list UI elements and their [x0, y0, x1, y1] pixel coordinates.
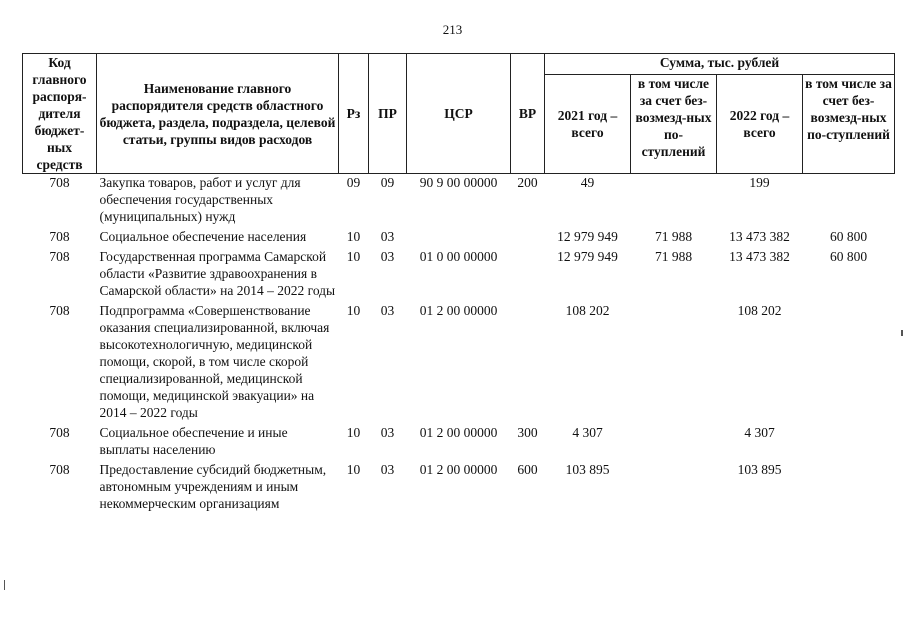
- table-row: [23, 424, 895, 461]
- cell-pr: 03: [380, 303, 395, 318]
- cell-2022-free: 60 800: [829, 229, 868, 244]
- table-header: [23, 54, 895, 174]
- header-csr: ЦСР: [407, 54, 511, 174]
- cell-code: 708: [49, 462, 70, 477]
- cell-csr: 01 2 00 00000: [419, 425, 498, 440]
- cell-code: 708: [49, 229, 70, 244]
- cell-2022-total: 103 895: [737, 462, 782, 477]
- cell-vr: 300: [517, 425, 538, 440]
- cell-csr: 01 2 00 00000: [419, 462, 498, 477]
- cell-code: 708: [49, 303, 70, 318]
- cell-pr: 03: [380, 249, 395, 264]
- cell-vr: [511, 228, 545, 248]
- budget-table: [22, 53, 895, 515]
- cell-2021-total: 12 979 949: [557, 229, 618, 244]
- cell-2022-total: 13 473 382: [729, 229, 790, 244]
- header-vr: ВР: [511, 54, 545, 174]
- cell-rz: 10: [346, 425, 361, 440]
- cell-2021-total: 103 895: [565, 462, 610, 477]
- cell-2022-total: 13 473 382: [729, 249, 790, 264]
- cell-csr: 01 0 00 00000: [419, 249, 498, 264]
- header-rz: Рз: [339, 54, 369, 174]
- cell-rz: 10: [346, 249, 361, 264]
- table-row: [23, 248, 895, 302]
- cell-2021-total: 108 202: [565, 303, 610, 318]
- cell-vr: 200: [517, 175, 538, 190]
- header-name: Наименование главного распорядителя средств областного бюджета, раздела, подраздела, целевой статьи, группы видов расходов: [97, 54, 339, 174]
- header-2021-free: в том числе за счет без-возмезд-ных по-ступлений: [631, 74, 717, 173]
- cell-rz: 10: [346, 303, 361, 318]
- cell-name: Предоставление субсидий бюджетным, автономным учреждениям и иным некоммерческим организациям: [99, 462, 327, 511]
- cell-2021-total: 12 979 949: [557, 249, 618, 264]
- cell-code: 708: [49, 249, 70, 264]
- cell-csr: 90 9 00 00000: [419, 175, 498, 190]
- cell-vr: [511, 302, 545, 424]
- cell-vr: 600: [517, 462, 538, 477]
- cell-2022-total: 4 307: [744, 425, 775, 440]
- header-2022-free: в том числе за счет без-возмезд-ных по-ступлений: [803, 74, 895, 173]
- cell-name: Социальное обеспечение и иные выплаты населению: [99, 425, 288, 457]
- cell-name: Подпрограмма «Совершенствование оказания специализированной, включая высокотехнологичную, медицинской помощи, скорой, в том числе скорой специализированной, медицинской помощи, медицинской эвакуации» на 2014 – 2022 годы: [99, 303, 330, 420]
- cell-name: Закупка товаров, работ и услуг для обеспечения государственных (муниципальных) нужд: [99, 175, 301, 224]
- cell-rz: 10: [346, 229, 361, 244]
- cell-code: 708: [49, 175, 70, 190]
- cell-2021-free: 71 988: [654, 229, 693, 244]
- header-2022-total: 2022 год – всего: [717, 74, 803, 173]
- cell-vr: [511, 248, 545, 302]
- cell-csr: 01 2 00 00000: [419, 303, 498, 318]
- scan-artifact: [4, 580, 5, 590]
- table-row: [23, 461, 895, 515]
- cell-name: Социальное обеспечение населения: [99, 229, 307, 244]
- cell-2021-free: 71 988: [654, 249, 693, 264]
- cell-rz: 10: [346, 462, 361, 477]
- header-code: Код главного распоря-дителя бюджет-ных средств: [23, 54, 97, 174]
- cell-2022-free: [803, 424, 895, 461]
- table-row: [23, 228, 895, 248]
- table-row: [23, 302, 895, 424]
- cell-2022-free: [803, 174, 895, 229]
- cell-2022-free: [803, 302, 895, 424]
- cell-2021-free: [631, 302, 717, 424]
- cell-2021-total: 49: [580, 175, 595, 190]
- cell-2022-total: 108 202: [737, 303, 782, 318]
- table-row: [23, 174, 895, 229]
- cell-name: Государственная программа Самарской области «Развитие здравоохранения в Самарской области» на 2014 – 2022 годы: [99, 249, 336, 298]
- cell-pr: 03: [380, 462, 395, 477]
- cell-2022-free: 60 800: [829, 249, 868, 264]
- table-body: [23, 174, 895, 516]
- cell-pr: 03: [380, 425, 395, 440]
- cell-2021-free: [631, 424, 717, 461]
- cell-csr: [407, 228, 511, 248]
- cell-2021-free: [631, 461, 717, 515]
- cell-2022-free: [803, 461, 895, 515]
- cell-rz: 09: [346, 175, 361, 190]
- header-pr: ПР: [369, 54, 407, 174]
- header-sum: Сумма, тыс. рублей: [545, 54, 895, 75]
- page-number: 213: [442, 22, 463, 37]
- cell-pr: 09: [380, 175, 395, 190]
- scan-artifact: [901, 330, 903, 336]
- cell-2021-total: 4 307: [572, 425, 603, 440]
- header-2021-total: 2021 год – всего: [545, 74, 631, 173]
- cell-2022-total: 199: [749, 175, 770, 190]
- cell-code: 708: [49, 425, 70, 440]
- cell-2021-free: [631, 174, 717, 229]
- cell-pr: 03: [380, 229, 395, 244]
